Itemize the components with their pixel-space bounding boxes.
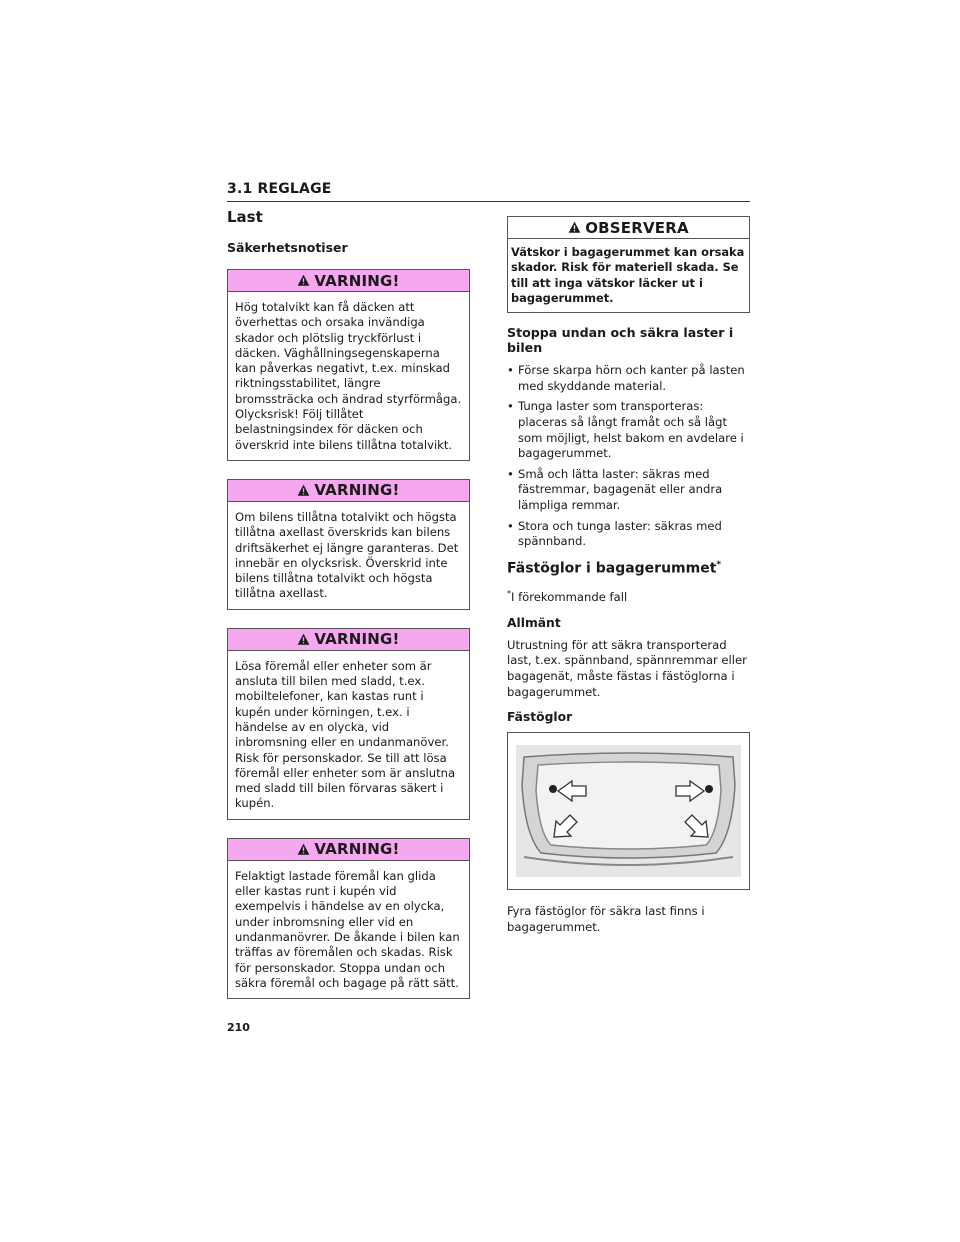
eyelets-heading xyxy=(507,560,750,577)
warning-box-3 xyxy=(227,628,470,820)
warning-box-2 xyxy=(227,479,470,610)
warning-header xyxy=(228,480,469,502)
warning-box-4 xyxy=(227,838,470,999)
general-text: Utrustning för att säkra transporterad last, t.ex. spännband, spännremmar eller bagagenät, måste fästas i fästöglorna i bagagerummet. xyxy=(507,637,747,699)
warning-label: VARNING! xyxy=(314,481,400,500)
stow-list xyxy=(507,363,750,550)
trunk-figure xyxy=(507,732,750,890)
section-header xyxy=(227,178,750,202)
notice-box xyxy=(507,216,750,313)
page-number: 210 xyxy=(227,1021,250,1034)
notice-header xyxy=(508,217,749,239)
warning-text: Felaktigt lastade föremål kan glida eller kastas runt i kupén vid exempelvis i händelse av en olycka, under inbromsning eller vid en undanmanövrer. De åkande i bilen kan träffas av föremålen och skadas. Risk för personskador. Stoppa undan och säkra föremål och bagage på rätt sätt. xyxy=(235,868,460,990)
warning-text: Lösa föremål eller enheter som är ansluta till bilen med sladd, t.ex. mobiltelefoner, kan kastas runt i kupén under körningen, t.ex. i händelse av en olycka, vid inbromsning eller en undanmanöver. Risk för personskador. Se till att lösa föremål eller enheter som är anslutna med sladd till bilen förvaras säkert i kupén. xyxy=(235,658,456,811)
list-item: • Stora och tunga laster: säkras med spännband. xyxy=(507,519,750,550)
warning-triangle-icon xyxy=(297,274,310,287)
warning-text: Om bilens tillåtna totalvikt och högsta tillåtna axellast överskrids kan bilens driftsäkerhet ej längre garanteras. Det innebär en olycksrisk. Överskrid inte bilens tillåtna totalvikt och högsta tillåtna axellast. xyxy=(235,509,459,601)
warning-box-1 xyxy=(227,269,470,461)
footnote-marker: * xyxy=(507,589,511,599)
footnote-marker: * xyxy=(716,559,722,570)
figure-caption: Fyra fästöglor för säkra last finns i bagagerummet. xyxy=(507,904,705,934)
list-item: • Tunga laster som transporteras: placeras så långt framåt och så lågt som möjligt, helst bakom en avdelare i bagagerummet. xyxy=(507,399,750,461)
general-heading: Allmänt xyxy=(507,615,561,630)
notice-text: Vätskor i bagagerummet kan orsaka skador. Risk för materiell skada. Se till att inga vätskor läcker ut i bagagerummet. xyxy=(511,245,745,305)
figure-heading: Fästöglor xyxy=(507,710,573,725)
list-item: • Små och lätta laster: säkras med fästremmar, bagagenät eller andra lämpliga remmar. xyxy=(507,467,750,514)
warning-triangle-icon xyxy=(297,843,310,856)
warning-label: VARNING! xyxy=(314,271,400,290)
eyelets-heading-text: Fästöglor i bagagerummet xyxy=(507,560,717,577)
list-item: • Förse skarpa hörn och kanter på lasten med skyddande material. xyxy=(507,363,750,394)
warning-header xyxy=(228,839,469,861)
footnote-text: I förekommande fall xyxy=(511,590,628,605)
warning-header xyxy=(228,629,469,651)
warning-triangle-icon xyxy=(297,633,310,646)
right-column xyxy=(507,216,750,945)
warning-triangle-icon xyxy=(297,484,310,497)
page-title: Last xyxy=(227,208,263,226)
notice-label: OBSERVERA xyxy=(585,218,689,237)
warning-label: VARNING! xyxy=(314,840,400,859)
warning-header xyxy=(228,270,469,292)
section-title: 3.1 REGLAGE xyxy=(227,181,332,197)
safety-subtitle: Säkerhetsnotiser xyxy=(227,240,348,255)
trunk-illustration xyxy=(516,745,741,877)
warning-label: VARNING! xyxy=(314,630,400,649)
warning-triangle-icon xyxy=(568,221,581,234)
warning-text: Hög totalvikt kan få däcken att överhettas och orsaka invändiga skador och plötslig tryckförlust i däcken. Väghållningsegenskaperna kan påverkas negativt, t.ex. minskad riktningsstabilitet, längre bromssträcka och ändrad styrförmåga. Olycksrisk! Följ tillåtet belastningsindex för däcken och överskrid inte bilens tillåtna totalvikt. xyxy=(235,300,462,452)
footnote xyxy=(507,586,750,605)
left-column xyxy=(227,208,470,1017)
stow-heading: Stoppa undan och säkra laster i bilen xyxy=(507,325,734,356)
